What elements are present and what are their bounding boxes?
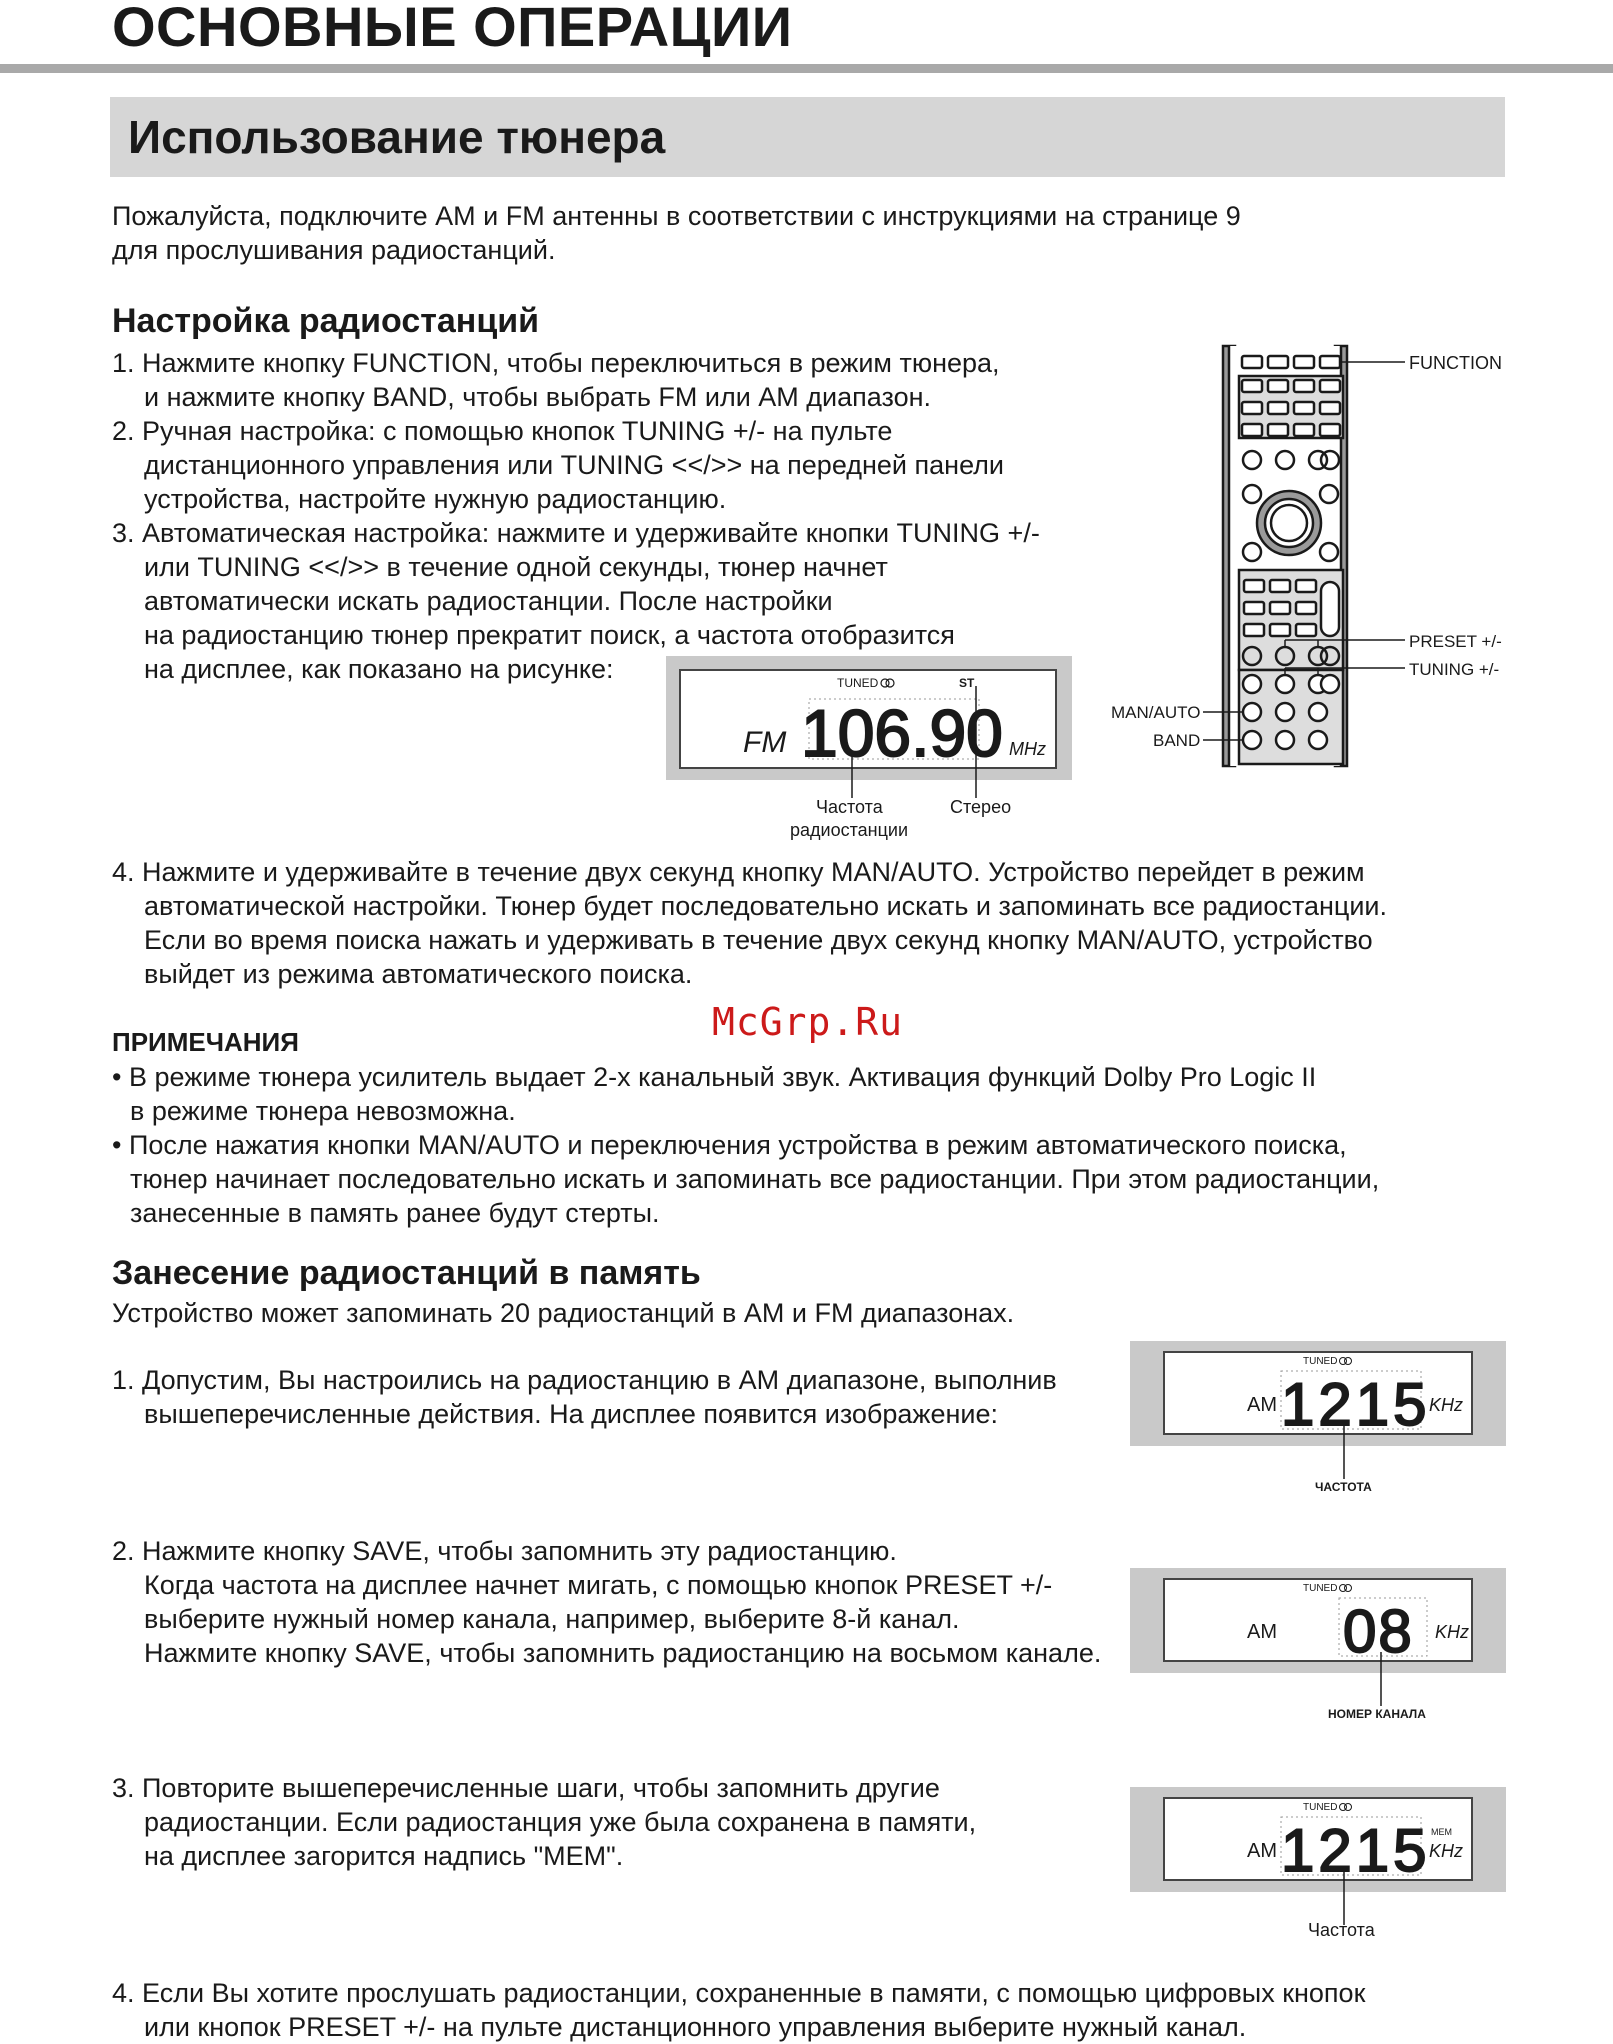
channel-digits: 08 (1343, 1598, 1414, 1662)
tuning-step4-line: выйдет из режима автоматического поиска. (144, 959, 693, 989)
caption-frequency: Частота (1308, 1920, 1375, 1940)
memory-step2-line: выберите нужный номер канала, например, выберите 8-й канал. (144, 1604, 960, 1634)
tuning-step-line: 3. Автоматическая настройка: нажмите и удерживайте кнопки TUNING +/- (112, 518, 1040, 548)
unit-indicator: KHz (1435, 1622, 1470, 1642)
caption-frequency: ЧАСТОТА (1315, 1480, 1372, 1494)
notes-line: • В режиме тюнера усилитель выдает 2-х канальный звук. Активация функций Dolby Pro Logic II (112, 1062, 1317, 1092)
am-display-3-leader (1340, 1871, 1350, 1927)
memory-heading: Занесение радиостанций в память (112, 1254, 701, 1292)
memory-step3-line: на дисплее загорится надпись "MEM". (144, 1841, 624, 1871)
memory-step4-line: или кнопок PRESET +/- на пульте дистанционного управления выберите нужный канал. (144, 2012, 1247, 2042)
remote-label-function: FUNCTION (1409, 353, 1502, 373)
remote-label-manauto: MAN/AUTO (1111, 703, 1201, 722)
memory-step1-line: 1. Допустим, Вы настроились на радиостанцию в АМ диапазоне, выполнив (112, 1365, 1057, 1395)
frequency-digits: 1215 (1281, 1371, 1431, 1435)
section-title: Использование тюнера (128, 111, 666, 163)
tuning-step-line: на радиостанцию тюнер прекратит поиск, а частота отобразится (144, 620, 955, 650)
caption-frequency-2: радиостанции (790, 820, 909, 840)
tuning-step-line: или TUNING <</>> в течение одной секунды, тюнер начнет (144, 552, 888, 582)
memory-step4-line: 4. Если Вы хотите прослушать радиостанции, сохраненные в памяти, с помощью цифровых кнопок (112, 1978, 1366, 2008)
memory-step3-line: 3. Повторите вышеперечисленные шаги, чтобы запомнить другие (112, 1773, 940, 1803)
tuned-indicator: TUNED (837, 676, 879, 690)
tuning-step-line: 2. Ручная настройка: с помощью кнопок TUNING +/- на пульте (112, 416, 893, 446)
band-indicator: AM (1247, 1840, 1277, 1862)
tuning-step-line: на дисплее, как показано на рисунке: (144, 654, 614, 684)
tuning-step-line: устройства, настройте нужную радиостанцию. (144, 484, 727, 514)
caption-frequency-1: Частота (816, 797, 883, 817)
remote-label-preset: PRESET +/- (1409, 632, 1502, 651)
unit-indicator: KHz (1429, 1841, 1464, 1861)
unit-indicator: KHz (1429, 1395, 1464, 1415)
tuning-step4-line: Если во время поиска нажать и удерживать в течение двух секунд кнопку MAN/AUTO, устройство (144, 925, 1373, 955)
notes-line: в режиме тюнера невозможна. (130, 1096, 516, 1126)
caption-stereo: Стерео (950, 797, 1012, 817)
tuned-indicator: TUNED (1303, 1583, 1338, 1594)
fm-display-leaders (840, 680, 1000, 800)
intro-line-1: Пожалуйста, подключите АМ и FM антенны в соответствии с инструкциями на странице 9 (112, 201, 1241, 231)
tuned-indicator: TUNED (1303, 1356, 1338, 1367)
band-indicator: AM (1247, 1394, 1277, 1416)
unit-indicator: MHz (1009, 739, 1046, 759)
caption-channel-number: НОМЕР КАНАЛА (1328, 1707, 1426, 1721)
notes-line: • После нажатия кнопки MAN/AUTO и переключения устройства в режим автоматического поиска, (112, 1130, 1347, 1160)
am-display-1-leader (1340, 1425, 1350, 1481)
tuning-step-line: автоматически искать радиостанции. После настройки (144, 586, 833, 616)
am-display-3-content (1163, 1797, 1473, 1881)
tuning-step-line: дистанционного управления или TUNING <</>> на передней панели (144, 450, 1005, 480)
memory-intro: Устройство может запоминать 20 радиостанций в АМ и FM диапазонах. (112, 1298, 1015, 1328)
notes-line: занесенные в память ранее будут стерты. (130, 1198, 660, 1228)
frequency-digits: 106.90 (801, 696, 1003, 769)
am-display-2-content (1163, 1578, 1473, 1662)
remote-label-tuning: TUNING +/- (1409, 660, 1500, 679)
tuning-step-line: и нажмите кнопку BAND, чтобы выбрать FM или AM диапазон. (144, 382, 931, 412)
tuning-heading: Настройка радиостанций (112, 302, 540, 340)
memory-step3-line: радиостанции. Если радиостанция уже была сохранена в памяти, (144, 1807, 977, 1837)
watermark: McGrp.Ru (712, 1000, 904, 1044)
am-display-2-leader (1377, 1652, 1387, 1708)
memory-step1-line: вышеперечисленные действия. На дисплее появится изображение: (144, 1399, 999, 1429)
memory-step2-line: Нажмите кнопку SAVE, чтобы запомнить радиостанцию на восьмом канале. (144, 1638, 1102, 1668)
am-display-1-content (1163, 1351, 1473, 1435)
frequency-digits: 1215 (1281, 1817, 1431, 1881)
page-title: ОСНОВНЫЕ ОПЕРАЦИИ (112, 0, 793, 58)
notes-heading: ПРИМЕЧАНИЯ (112, 1027, 299, 1057)
tuning-step4-line: автоматической настройки. Тюнер будет последовательно искать и запоминать все радиостанции. (144, 891, 1388, 921)
title-divider (0, 64, 1613, 73)
band-indicator: AM (1247, 1621, 1277, 1643)
remote-label-band: BAND (1153, 731, 1201, 750)
tuning-step4-line: 4. Нажмите и удерживайте в течение двух секунд кнопку MAN/AUTO. Устройство перейдет в режим (112, 857, 1365, 887)
notes-line: тюнер начинает последовательно искать и запоминать все радиостанции. При этом радиостанции, (130, 1164, 1380, 1194)
memory-step2-line: Когда частота на дисплее начнет мигать, с помощью кнопок PRESET +/- (144, 1570, 1053, 1600)
memory-step2-line: 2. Нажмите кнопку SAVE, чтобы запомнить эту радиостанцию. (112, 1536, 897, 1566)
mem-indicator: MEM (1431, 1827, 1452, 1837)
tuning-step-line: 1. Нажмите кнопку FUNCTION, чтобы переключиться в режим тюнера, (112, 348, 1000, 378)
stereo-indicator: ST (959, 676, 975, 690)
band-indicator: FM (743, 726, 787, 759)
tuned-indicator: TUNED (1303, 1802, 1338, 1813)
intro-line-2: для прослушивания радиостанций. (112, 235, 556, 265)
remote-control-illustration (1105, 340, 1505, 770)
